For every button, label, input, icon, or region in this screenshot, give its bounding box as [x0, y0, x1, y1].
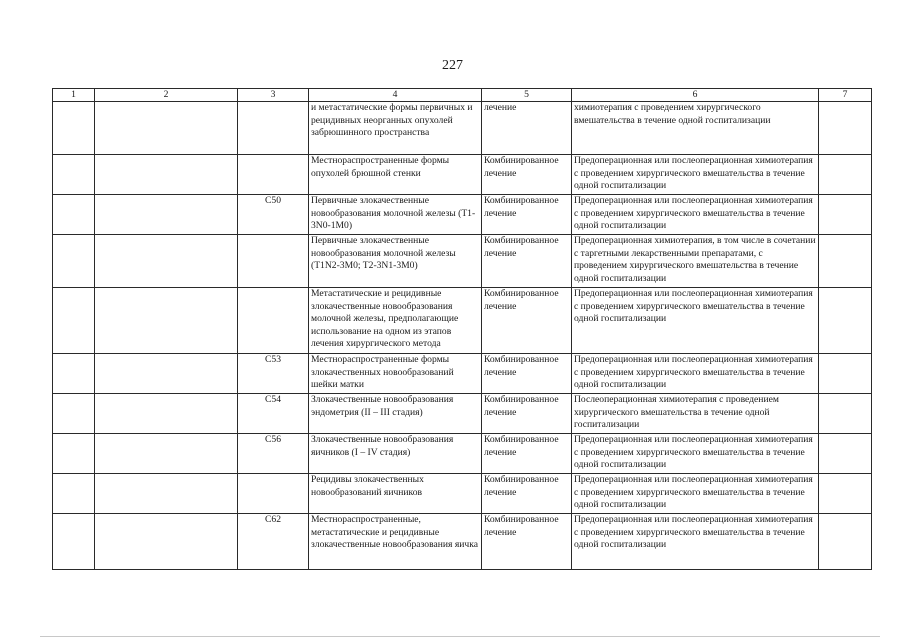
- empty-cell: [95, 354, 238, 394]
- treatment-type-cell: Комбинированное лечение: [482, 155, 572, 195]
- empty-cell: [53, 474, 95, 514]
- empty-cell: [819, 195, 872, 235]
- empty-cell: [53, 288, 95, 354]
- column-number-row: [53, 89, 872, 102]
- treatment-method-cell: Предоперационная или послеоперационная химиотерапия с проведением хирургического вмешательства в течение одной госпитализации: [572, 195, 819, 235]
- treatment-method-cell: Предоперационная или послеоперационная химиотерапия с проведением хирургического вмешательства в течение одной госпитализации: [572, 288, 819, 354]
- treatment-method-cell: Послеоперационная химиотерапия с проведением хирургического вмешательства в течение одной госпитализации: [572, 394, 819, 434]
- empty-cell: [95, 155, 238, 195]
- empty-cell: [95, 288, 238, 354]
- empty-cell: [95, 235, 238, 288]
- condition-cell: Местнораспространенные формы злокачественных новообразований шейки матки: [309, 354, 482, 394]
- empty-cell: [53, 354, 95, 394]
- page-number: 227: [442, 58, 463, 73]
- column-header: 1: [53, 89, 95, 102]
- table-row: [53, 102, 872, 155]
- column-header: 4: [309, 89, 482, 102]
- column-header: 7: [819, 89, 872, 102]
- icd-code-cell: [238, 288, 309, 354]
- empty-cell: [95, 102, 238, 155]
- condition-cell: Первичные злокачественные новообразования молочной железы (T1N2-3M0; T2-3N1-3M0): [309, 235, 482, 288]
- icd-code-cell: C50: [238, 195, 309, 235]
- empty-cell: [819, 288, 872, 354]
- icd-code-cell: C54: [238, 394, 309, 434]
- icd-code-cell: [238, 102, 309, 155]
- condition-cell: и метастатические формы первичных и рецидивных неорганных опухолей забрюшинного пространства: [309, 102, 482, 155]
- icd-code-cell: [238, 235, 309, 288]
- column-header: 3: [238, 89, 309, 102]
- table-row: [53, 394, 872, 434]
- icd-code-cell: C56: [238, 434, 309, 474]
- empty-cell: [53, 394, 95, 434]
- column-header: 5: [482, 89, 572, 102]
- treatment-type-cell: Комбинированное лечение: [482, 394, 572, 434]
- icd-code-cell: C53: [238, 354, 309, 394]
- treatment-method-cell: Предоперационная или послеоперационная химиотерапия с проведением хирургического вмешательства в течение одной госпитализации: [572, 514, 819, 570]
- treatment-table: [52, 88, 872, 570]
- column-header: 6: [572, 89, 819, 102]
- empty-cell: [95, 195, 238, 235]
- empty-cell: [819, 394, 872, 434]
- table-row: [53, 155, 872, 195]
- empty-cell: [819, 474, 872, 514]
- table-row: [53, 288, 872, 354]
- table-row: [53, 195, 872, 235]
- icd-code-cell: C62: [238, 514, 309, 570]
- treatment-method-cell: Предоперационная или послеоперационная химиотерапия с проведением хирургического вмешательства в течение одной госпитализации: [572, 474, 819, 514]
- empty-cell: [53, 235, 95, 288]
- treatment-method-cell: Предоперационная или послеоперационная химиотерапия с проведением хирургического вмешательства в течение одной госпитализации: [572, 434, 819, 474]
- treatment-type-cell: Комбинированное лечение: [482, 235, 572, 288]
- treatment-type-cell: лечение: [482, 102, 572, 155]
- empty-cell: [819, 102, 872, 155]
- empty-cell: [819, 514, 872, 570]
- column-header: 2: [95, 89, 238, 102]
- empty-cell: [53, 102, 95, 155]
- condition-cell: Злокачественные новообразования яичников (I – IV стадия): [309, 434, 482, 474]
- treatment-type-cell: Комбинированное лечение: [482, 474, 572, 514]
- empty-cell: [53, 514, 95, 570]
- empty-cell: [53, 195, 95, 235]
- table-row: [53, 474, 872, 514]
- condition-cell: Первичные злокачественные новообразования молочной железы (T1-3N0-1M0): [309, 195, 482, 235]
- condition-cell: Метастатические и рецидивные злокачественные новообразования молочной железы, предполагающие использование на одном из этапов лечения хирургического метода: [309, 288, 482, 354]
- treatment-type-cell: Комбинированное лечение: [482, 354, 572, 394]
- table-row: [53, 235, 872, 288]
- treatment-type-cell: Комбинированное лечение: [482, 288, 572, 354]
- empty-cell: [819, 235, 872, 288]
- treatment-method-cell: Предоперационная или послеоперационная химиотерапия с проведением хирургического вмешательства в течение одной госпитализации: [572, 354, 819, 394]
- treatment-method-cell: Предоперационная химиотерапия, в том числе в сочетании с таргетными лекарственными препаратами, с проведением хирургического вмешательства в течение одной госпитализации: [572, 235, 819, 288]
- condition-cell: Местнораспространенные формы опухолей брюшной стенки: [309, 155, 482, 195]
- scan-edge-line: [40, 636, 880, 637]
- treatment-type-cell: Комбинированное лечение: [482, 434, 572, 474]
- empty-cell: [819, 434, 872, 474]
- icd-code-cell: [238, 155, 309, 195]
- empty-cell: [819, 155, 872, 195]
- empty-cell: [53, 434, 95, 474]
- condition-cell: Рецидивы злокачественных новообразований яичников: [309, 474, 482, 514]
- table-row: [53, 434, 872, 474]
- treatment-method-cell: химиотерапия с проведением хирургического вмешательства в течение одной госпитализации: [572, 102, 819, 155]
- treatment-type-cell: Комбинированное лечение: [482, 195, 572, 235]
- table-row: [53, 354, 872, 394]
- treatment-method-cell: Предоперационная или послеоперационная химиотерапия с проведением хирургического вмешательства в течение одной госпитализации: [572, 155, 819, 195]
- empty-cell: [95, 474, 238, 514]
- empty-cell: [53, 155, 95, 195]
- empty-cell: [95, 514, 238, 570]
- condition-cell: Злокачественные новообразования эндометрия (II – III стадия): [309, 394, 482, 434]
- empty-cell: [95, 434, 238, 474]
- table-row: [53, 514, 872, 570]
- icd-code-cell: [238, 474, 309, 514]
- condition-cell: Местнораспространенные, метастатические и рецидивные злокачественные новообразования яичка: [309, 514, 482, 570]
- empty-cell: [95, 394, 238, 434]
- treatment-type-cell: Комбинированное лечение: [482, 514, 572, 570]
- empty-cell: [819, 354, 872, 394]
